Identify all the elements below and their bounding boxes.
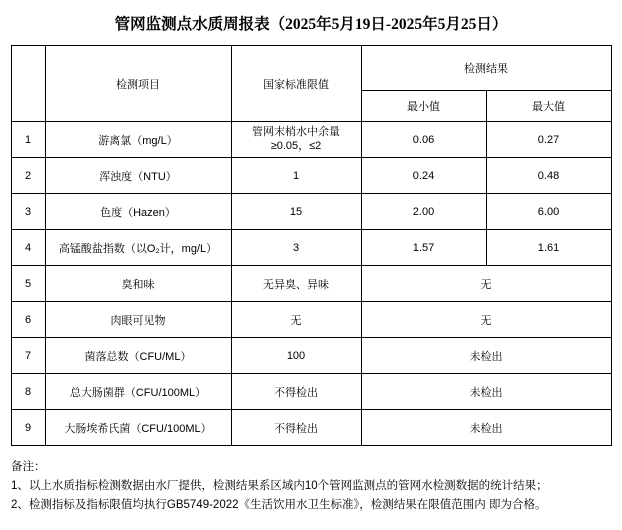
note-line: 1、以上水质指标检测数据由水厂提供，检测结果系区域内10个管网监测点的管网水检测数据的统计结果； <box>11 479 548 492</box>
row-index: 7 <box>11 338 45 374</box>
row-index: 8 <box>11 374 45 410</box>
row-standard: 3 <box>231 230 361 266</box>
row-index: 4 <box>11 230 45 266</box>
header-result-max: 最大值 <box>486 91 611 122</box>
table-row <box>11 158 611 194</box>
row-result-max: 0.27 <box>486 122 611 158</box>
row-index: 5 <box>11 266 45 302</box>
row-item: 浑浊度（NTU） <box>45 158 231 194</box>
row-result-min: 0.06 <box>361 122 486 158</box>
row-standard: 无 <box>231 302 361 338</box>
row-result-merged: 无 <box>361 302 611 338</box>
row-item: 总大肠菌群（CFU/100ML） <box>45 374 231 410</box>
row-index: 1 <box>11 122 45 158</box>
header-result-min: 最小值 <box>361 91 486 122</box>
row-index: 2 <box>11 158 45 194</box>
row-item: 大肠埃希氏菌（CFU/100ML） <box>45 410 231 446</box>
row-item: 游离氯（mg/L） <box>45 122 231 158</box>
row-item: 菌落总数（CFU/ML） <box>45 338 231 374</box>
row-standard: 15 <box>231 194 361 230</box>
header-item: 检测项目 <box>45 46 231 122</box>
header-standard: 国家标准限值 <box>231 46 361 122</box>
table-row <box>11 374 611 410</box>
row-item: 肉眼可见物 <box>45 302 231 338</box>
row-standard: 不得检出 <box>231 374 361 410</box>
table-row <box>11 338 611 374</box>
row-result-merged: 未检出 <box>361 410 611 446</box>
row-item: 高锰酸盐指数（以O₂计，mg/L） <box>45 230 231 266</box>
header-result: 检测结果 <box>361 46 611 91</box>
water-quality-table <box>11 45 612 446</box>
row-result-max: 0.48 <box>486 158 611 194</box>
row-standard: 不得检出 <box>231 410 361 446</box>
header-index <box>11 46 45 122</box>
row-result-max: 1.61 <box>486 230 611 266</box>
table-row <box>11 230 611 266</box>
row-result-max: 6.00 <box>486 194 611 230</box>
row-item: 色度（Hazen） <box>45 194 231 230</box>
table-row <box>11 266 611 302</box>
row-result-merged: 未检出 <box>361 338 611 374</box>
notes-section <box>11 458 611 515</box>
row-standard: 管网末梢水中余量≥0.05，≤2 <box>231 122 361 158</box>
row-index: 9 <box>11 410 45 446</box>
row-result-min: 2.00 <box>361 194 486 230</box>
row-result-min: 0.24 <box>361 158 486 194</box>
table-row <box>11 194 611 230</box>
table-row <box>11 302 611 338</box>
row-standard: 1 <box>231 158 361 194</box>
row-result-min: 1.57 <box>361 230 486 266</box>
note-line: 2、检测指标及指标限值均执行GB5749-2022《生活饮用水卫生标准》，检测结果在限值范围内 即为合格。 <box>11 498 547 511</box>
row-result-merged: 无 <box>361 266 611 302</box>
row-index: 3 <box>11 194 45 230</box>
row-standard: 无异臭、异味 <box>231 266 361 302</box>
row-index: 6 <box>11 302 45 338</box>
page-title: 管网监测点水质周报表（2025年5月19日-2025年5月25日） <box>114 16 508 33</box>
table-row <box>11 122 611 158</box>
table-row <box>11 410 611 446</box>
row-result-merged: 未检出 <box>361 374 611 410</box>
row-item: 臭和味 <box>45 266 231 302</box>
notes-heading: 备注： <box>11 461 46 473</box>
table-header-row-1 <box>11 46 611 91</box>
row-standard: 100 <box>231 338 361 374</box>
